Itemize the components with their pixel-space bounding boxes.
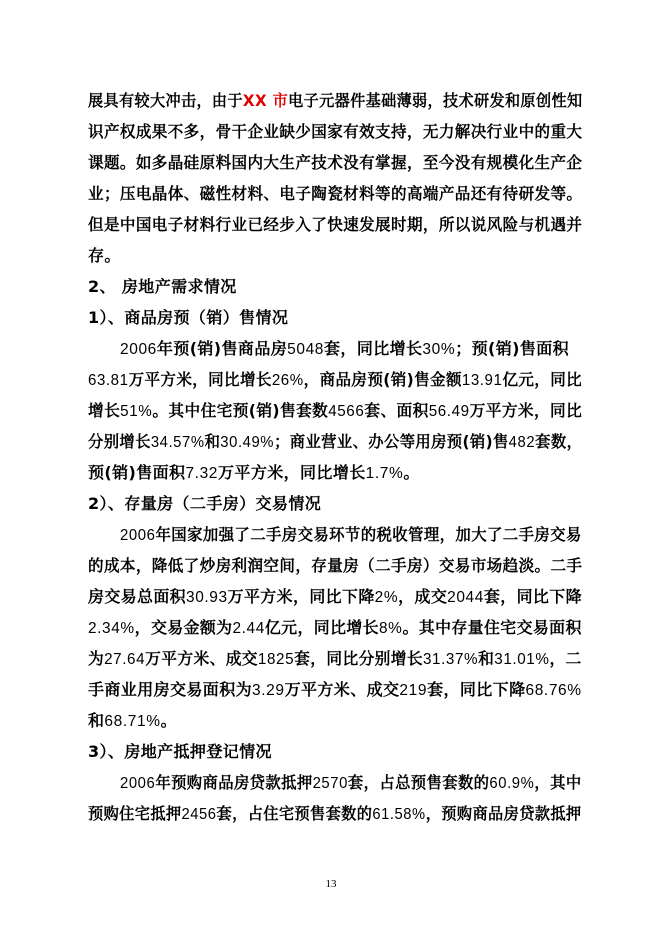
text-run: 展具有较大冲击，由于: [88, 91, 243, 110]
paragraph-line: [88, 370, 582, 391]
text-run: ，交易金额为: [134, 618, 233, 637]
text-run: 。其中住宅预(销)售套数: [152, 401, 329, 420]
number: 8%: [378, 620, 403, 637]
text-run: ，商品房预(销)售金额: [303, 370, 462, 389]
paragraph-line: 但是中国电子材料行业已经步入了快速发展时期，所以说风险与机遇并: [88, 215, 583, 234]
number: 31.37%: [423, 651, 479, 668]
text-run: 房交易总面积: [88, 587, 187, 606]
number: 2.34%: [88, 620, 135, 637]
paragraph-line: 课题。如多晶硅原料国内大生产技术没有掌握，至今没有规模化生产企: [88, 153, 583, 172]
text-run: 年预购商品房贷款抵押: [155, 773, 313, 792]
text-run: 万平方米、成交: [284, 680, 400, 699]
text-run: 和: [88, 711, 105, 730]
text-run: ；预(销)售面积: [455, 339, 570, 358]
paragraph-line: [88, 432, 582, 453]
text-run: 万平方米，同比下降: [227, 587, 375, 606]
number: 219: [399, 682, 428, 699]
number: 2006: [120, 341, 157, 358]
paragraph-line: [88, 804, 582, 825]
number: 482: [508, 434, 536, 451]
text-run: 套，同比分别增长: [294, 649, 424, 668]
subsection-heading: 1）、商品房预（销）售情况: [88, 308, 289, 327]
number: 34.57%: [150, 434, 205, 451]
text-run: 手商业用房交易面积为: [88, 680, 253, 699]
text-run: 亿元，同比增长: [264, 618, 379, 637]
text-run: ；商业营业、办公等用房预(销)售: [274, 432, 509, 451]
text-run: ，其中: [534, 773, 582, 792]
paragraph-line: [88, 680, 582, 701]
number: 30%: [422, 341, 456, 358]
number: 30.49%: [220, 434, 275, 451]
text-run: 亿元，同比: [502, 370, 583, 389]
paragraph-line: 存。: [88, 246, 121, 265]
page-number: 13: [325, 878, 337, 890]
number: 2044: [447, 589, 484, 606]
number: 27.64: [104, 651, 146, 668]
number: 68.71%: [104, 713, 161, 730]
text-run: 电子元器件基础薄弱，技术研发和原创性知: [288, 91, 583, 110]
text-run: 万平方米，同比: [469, 401, 583, 420]
text-run: 和: [478, 649, 495, 668]
paragraph-line: [88, 401, 582, 422]
number: 1.7%: [365, 465, 404, 482]
number: 31.01%: [494, 651, 550, 668]
paragraph-line: [88, 463, 420, 484]
text-run: 预(销)售面积: [88, 463, 186, 482]
paragraph-line: [120, 773, 582, 794]
number: 1825: [257, 651, 295, 668]
number: 30.93: [186, 589, 228, 606]
subsection-heading: 2）、存量房（二手房）交易情况: [88, 494, 322, 513]
number: 63.81: [88, 372, 129, 389]
text-run: 。: [403, 463, 420, 482]
number: 4566: [328, 403, 365, 420]
number: 2%: [374, 589, 399, 606]
text-run: 。: [160, 711, 177, 730]
text-run: 年预(销)售商品房: [156, 339, 288, 358]
number: 2006: [120, 775, 156, 792]
text-run: 万平方米，同比增长: [218, 463, 366, 482]
paragraph-line: 业；压电晶体、磁性材料、电子陶瓷材料等的高端产品还有待研发等。: [88, 184, 583, 203]
paragraph-line: [88, 711, 177, 732]
text-run: 套、面积: [364, 401, 429, 420]
text-run: ，预购商品房贷款抵押: [425, 804, 582, 823]
paragraph-line: 的成本，降低了炒房利润空间，存量房（二手房）交易市场趋淡。二手: [88, 556, 583, 575]
number: 68.76%: [525, 682, 582, 699]
text-run: 分别增长: [88, 432, 151, 451]
number: 51%: [120, 403, 153, 420]
text-run: 。其中存量住宅交易面积: [402, 618, 582, 637]
text-run: 套，占住宅预售套数的: [216, 804, 373, 823]
text-run: 套，同比下降: [427, 680, 526, 699]
number: 2006: [120, 527, 156, 544]
number: 13.91: [461, 372, 503, 389]
paragraph-line: [120, 525, 582, 546]
text-run: 套，同比下降: [483, 587, 582, 606]
number: 60.9%: [489, 775, 535, 792]
text-run: 万平方米、成交: [145, 649, 258, 668]
paragraph-line: [88, 91, 582, 111]
text-run: 套，同比增长: [324, 339, 423, 358]
number: 2456: [181, 806, 217, 823]
number: 61.58%: [372, 806, 426, 823]
text-run: 套，占总预售套数的: [347, 773, 490, 792]
subsection-heading: 3）、房地产抵押登记情况: [88, 742, 272, 761]
number: 5048: [287, 341, 325, 358]
paragraph-line: [88, 587, 582, 608]
paragraph-line: [88, 649, 582, 670]
number: 2570: [312, 775, 348, 792]
text-run: 预购住宅抵押: [88, 804, 182, 823]
number: 26%: [271, 372, 304, 389]
highlighted-placeholder: XX 市: [242, 91, 289, 110]
text-run: 万平方米，同比增长: [128, 370, 272, 389]
number: 2.44: [232, 620, 265, 637]
text-run: 增长: [88, 401, 121, 420]
text-run: ，成交: [398, 587, 448, 606]
number: 7.32: [185, 465, 219, 482]
section-heading: 2、 房地产需求情况: [88, 277, 237, 296]
paragraph-line: [120, 339, 569, 360]
text-run: 为: [88, 649, 105, 668]
text-run: 套数，: [535, 432, 583, 451]
number: 56.49: [428, 403, 470, 420]
paragraph-line: [88, 618, 582, 639]
text-run: 年国家加强了二手房交易环节的税收管理，加大了二手房交易: [155, 525, 582, 544]
paragraph-line: 识产权成果不多，骨干企业缺少国家有效支持，无力解决行业中的重大: [88, 122, 583, 141]
text-run: 和: [204, 432, 221, 451]
text-run: ，二: [549, 649, 582, 668]
number: 3.29: [252, 682, 285, 699]
